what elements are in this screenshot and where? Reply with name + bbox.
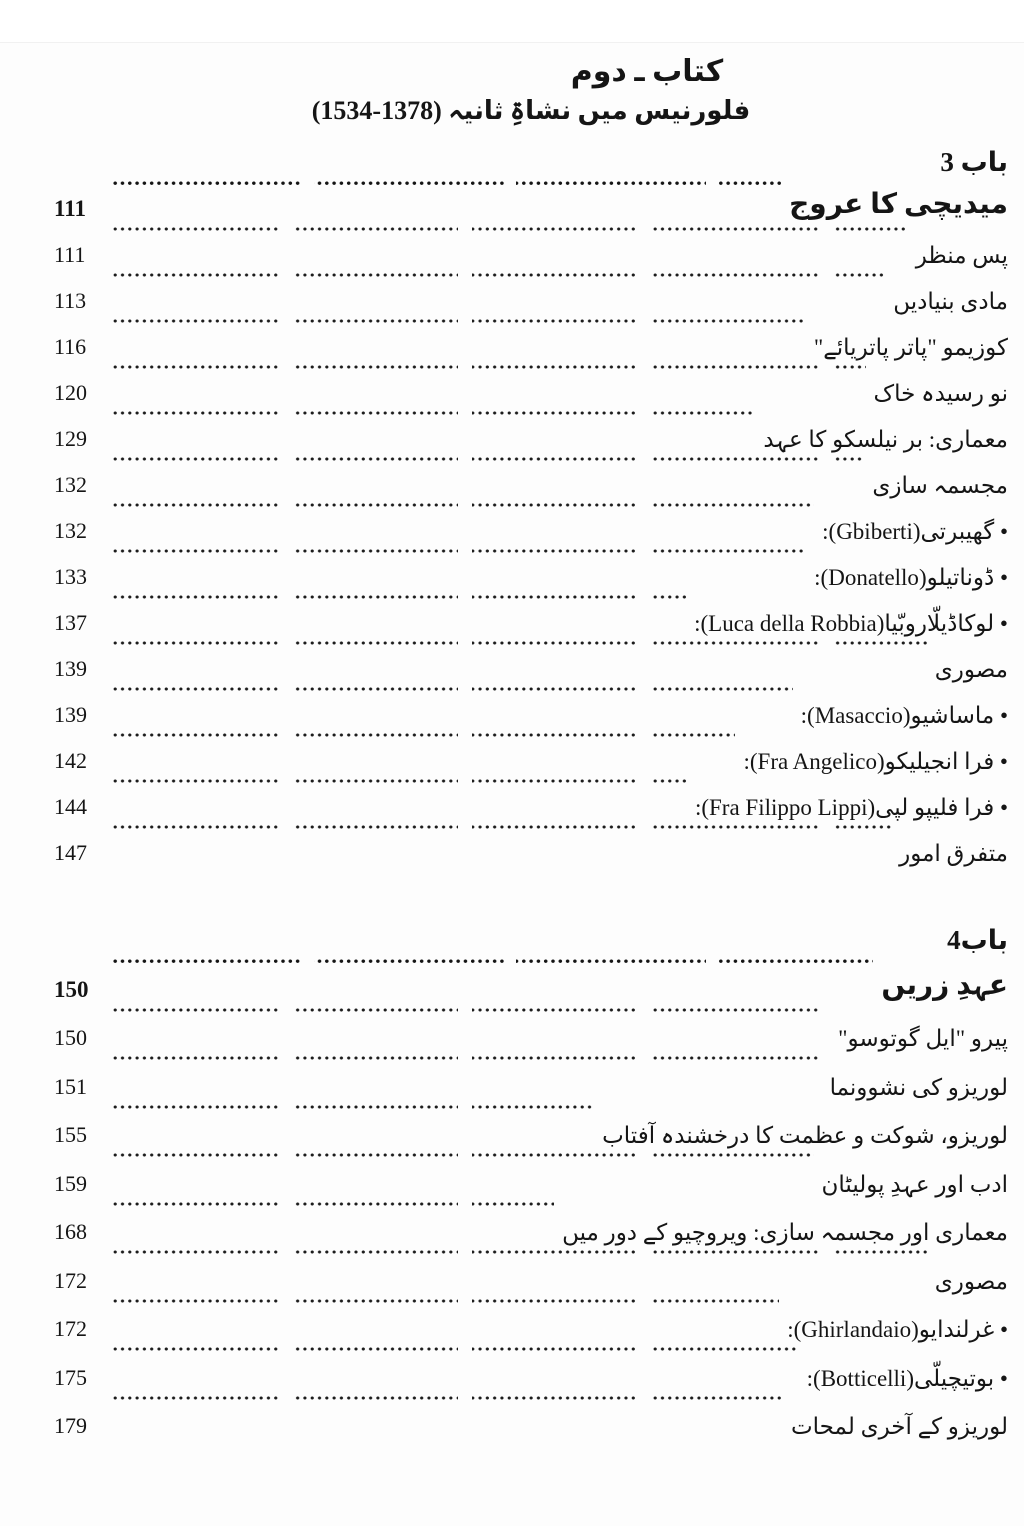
chapter-4-entries bbox=[54, 958, 1008, 1443]
toc-entry-row bbox=[54, 824, 1008, 870]
toc-entry-page-number: 132 bbox=[54, 517, 87, 543]
toc-entry-row bbox=[54, 226, 1008, 272]
toc-entry-title: • بوتیچیلّی(Botticelli): bbox=[806, 1365, 1008, 1391]
toc-entry-page-number: 137 bbox=[54, 609, 87, 635]
toc-entry-row bbox=[54, 364, 1008, 410]
dot-leader bbox=[112, 686, 793, 732]
toc-entry-row bbox=[54, 180, 1008, 226]
toc-entry-title: عہدِ زریں bbox=[881, 970, 1008, 1002]
toc-entry-row bbox=[54, 1152, 1008, 1201]
toc-entry-row bbox=[54, 778, 1008, 824]
dot-leader bbox=[112, 732, 735, 778]
toc-entry-title: مجسمہ سازی bbox=[872, 472, 1008, 498]
toc-entry-title: • فرا فلیپو لپی(Fra Filippo Lippi): bbox=[694, 794, 1008, 820]
toc-entry-page-number: 139 bbox=[54, 701, 87, 727]
dot-leader bbox=[112, 272, 885, 318]
chapter-3-section bbox=[54, 144, 1008, 870]
dot-leader bbox=[112, 548, 806, 594]
toc-entry-row bbox=[54, 318, 1008, 364]
dot-leader bbox=[112, 778, 687, 824]
dot-leader bbox=[112, 318, 806, 364]
toc-entry-row bbox=[54, 732, 1008, 778]
book-header bbox=[54, 43, 1008, 130]
toc-entry-page-number: 129 bbox=[54, 425, 87, 451]
toc-entry-row bbox=[54, 1395, 1008, 1444]
toc-entry-title: ادب اور عہدِ پولیٹان bbox=[821, 1171, 1008, 1197]
toc-entry-row bbox=[54, 1104, 1008, 1153]
toc-entry-row bbox=[54, 1201, 1008, 1250]
toc-entry-row bbox=[54, 1346, 1008, 1395]
toc-entry-row bbox=[54, 686, 1008, 732]
toc-entry-row bbox=[54, 502, 1008, 548]
dot-leader bbox=[112, 824, 891, 870]
toc-entry-row bbox=[54, 1055, 1008, 1104]
toc-entry-row bbox=[54, 958, 1008, 1007]
toc-entry-title: پس منظر bbox=[915, 242, 1008, 268]
toc-entry-title: نو رسیدہ خاک bbox=[873, 380, 1008, 406]
toc-entry-page-number: 159 bbox=[54, 1170, 87, 1196]
chapter-4-section bbox=[54, 922, 1008, 1443]
dot-leader bbox=[112, 502, 814, 548]
scan-edge-band bbox=[0, 0, 1024, 43]
toc-entry-row bbox=[54, 1007, 1008, 1056]
chapter-4-label: باب4 bbox=[947, 924, 1008, 955]
toc-entry-page-number: 113 bbox=[54, 287, 87, 313]
toc-entry-row bbox=[54, 272, 1008, 318]
dot-leader bbox=[112, 180, 781, 226]
toc-entry-page-number: 179 bbox=[54, 1413, 87, 1439]
toc-entry-page-number: 150 bbox=[54, 1025, 87, 1051]
toc-entry-title: کوزیمو "پاتر پاتریائے" bbox=[813, 334, 1008, 360]
dot-leader bbox=[112, 410, 755, 456]
toc-entry-page-number: 172 bbox=[54, 1267, 87, 1293]
dot-leader bbox=[112, 1201, 554, 1250]
book-subtitle: فلورنیس میں نشاۃِ ثانیہ (1378-1534) bbox=[311, 95, 751, 125]
toc-entry-row bbox=[54, 1249, 1008, 1298]
toc-entry-row bbox=[54, 594, 1008, 640]
toc-entry-title: مادی بنیادیں bbox=[893, 288, 1008, 314]
toc-entry-page-number: 111 bbox=[54, 195, 86, 221]
toc-entry-page-number: 144 bbox=[54, 793, 87, 819]
toc-entry-title: • ماساشیو(Masaccio): bbox=[800, 702, 1008, 728]
toc-entry-page-number: 132 bbox=[54, 471, 87, 497]
toc-entry-page-number: 151 bbox=[54, 1073, 87, 1099]
toc-entry-title: لوریزو کے آخری لمحات bbox=[791, 1414, 1008, 1440]
toc-entry-title: • گھیبرتی(Gbiberti): bbox=[822, 518, 1008, 544]
toc-entry-title: معماری اور مجسمہ سازی: ویروچیو کے دور میں bbox=[562, 1220, 1008, 1246]
toc-entry-page-number: 147 bbox=[54, 839, 87, 865]
dot-leader bbox=[112, 364, 866, 410]
toc-entry-title: لوریزو کی نشوونما bbox=[829, 1074, 1008, 1100]
toc-entry-page-number: 116 bbox=[54, 333, 87, 359]
dot-leader bbox=[112, 640, 927, 686]
toc-entry-row bbox=[54, 456, 1008, 502]
toc-entry-title: متفرق امور bbox=[899, 840, 1008, 866]
toc-entry-title: لوریزو، شوکت و عظمت کا درخشندہ آفتاب bbox=[602, 1123, 1008, 1149]
dot-leader bbox=[112, 1249, 927, 1298]
dot-leader bbox=[112, 1298, 779, 1347]
dot-leader bbox=[112, 1055, 822, 1104]
dot-leader bbox=[112, 1395, 783, 1444]
toc-entry-page-number: 172 bbox=[54, 1316, 87, 1342]
toc-content bbox=[0, 43, 1024, 1443]
chapter-3-entries bbox=[54, 180, 1008, 870]
toc-entry-page-number: 120 bbox=[54, 379, 87, 405]
toc-entry-page-number: 150 bbox=[54, 976, 89, 1002]
toc-entry-page-number: 142 bbox=[54, 747, 87, 773]
toc-entry-page-number: 111 bbox=[54, 241, 86, 267]
toc-entry-page-number: 168 bbox=[54, 1219, 87, 1245]
toc-entry-row bbox=[54, 548, 1008, 594]
toc-entry-row bbox=[54, 410, 1008, 456]
toc-entry-page-number: 175 bbox=[54, 1364, 87, 1390]
book-part-title: کتاب ـ دوم bbox=[570, 55, 724, 88]
toc-entry-page-number: 139 bbox=[54, 655, 87, 681]
toc-entry-title: • ڈوناتیلو(Donatello): bbox=[814, 564, 1008, 590]
toc-entry-title: مصوری bbox=[934, 656, 1008, 682]
dot-leader bbox=[112, 1152, 814, 1201]
toc-entry-title: معماری: بر نیلسکو کا عہد bbox=[763, 426, 1008, 452]
dot-leader bbox=[112, 456, 864, 502]
toc-entry-page-number: 133 bbox=[54, 563, 87, 589]
dot-leader bbox=[112, 1346, 799, 1395]
dot-leader bbox=[112, 1007, 830, 1056]
toc-entry-row bbox=[54, 1298, 1008, 1347]
dot-leader bbox=[112, 594, 686, 640]
toc-entry-title: مصوری bbox=[934, 1268, 1008, 1294]
dot-leader bbox=[112, 1104, 594, 1153]
toc-entry-title: میدیچی کا عروج bbox=[789, 189, 1008, 221]
dot-leader bbox=[112, 226, 908, 272]
chapter-3-label: باب 3 bbox=[940, 146, 1008, 177]
toc-entry-title: • لوکاڈیلّاروبّیا(Luca della Robbia): bbox=[694, 610, 1008, 636]
toc-entry-title: پیرو "ایل گوتوسو" bbox=[838, 1026, 1008, 1052]
toc-entry-title: • غرلندایو(Ghirlandaio): bbox=[787, 1317, 1008, 1343]
toc-entry-row bbox=[54, 640, 1008, 686]
toc-entry-title: • فرا انجیلیکو(Fra Angelico): bbox=[743, 748, 1008, 774]
dot-leader bbox=[112, 958, 873, 1007]
toc-entry-page-number: 155 bbox=[54, 1122, 87, 1148]
